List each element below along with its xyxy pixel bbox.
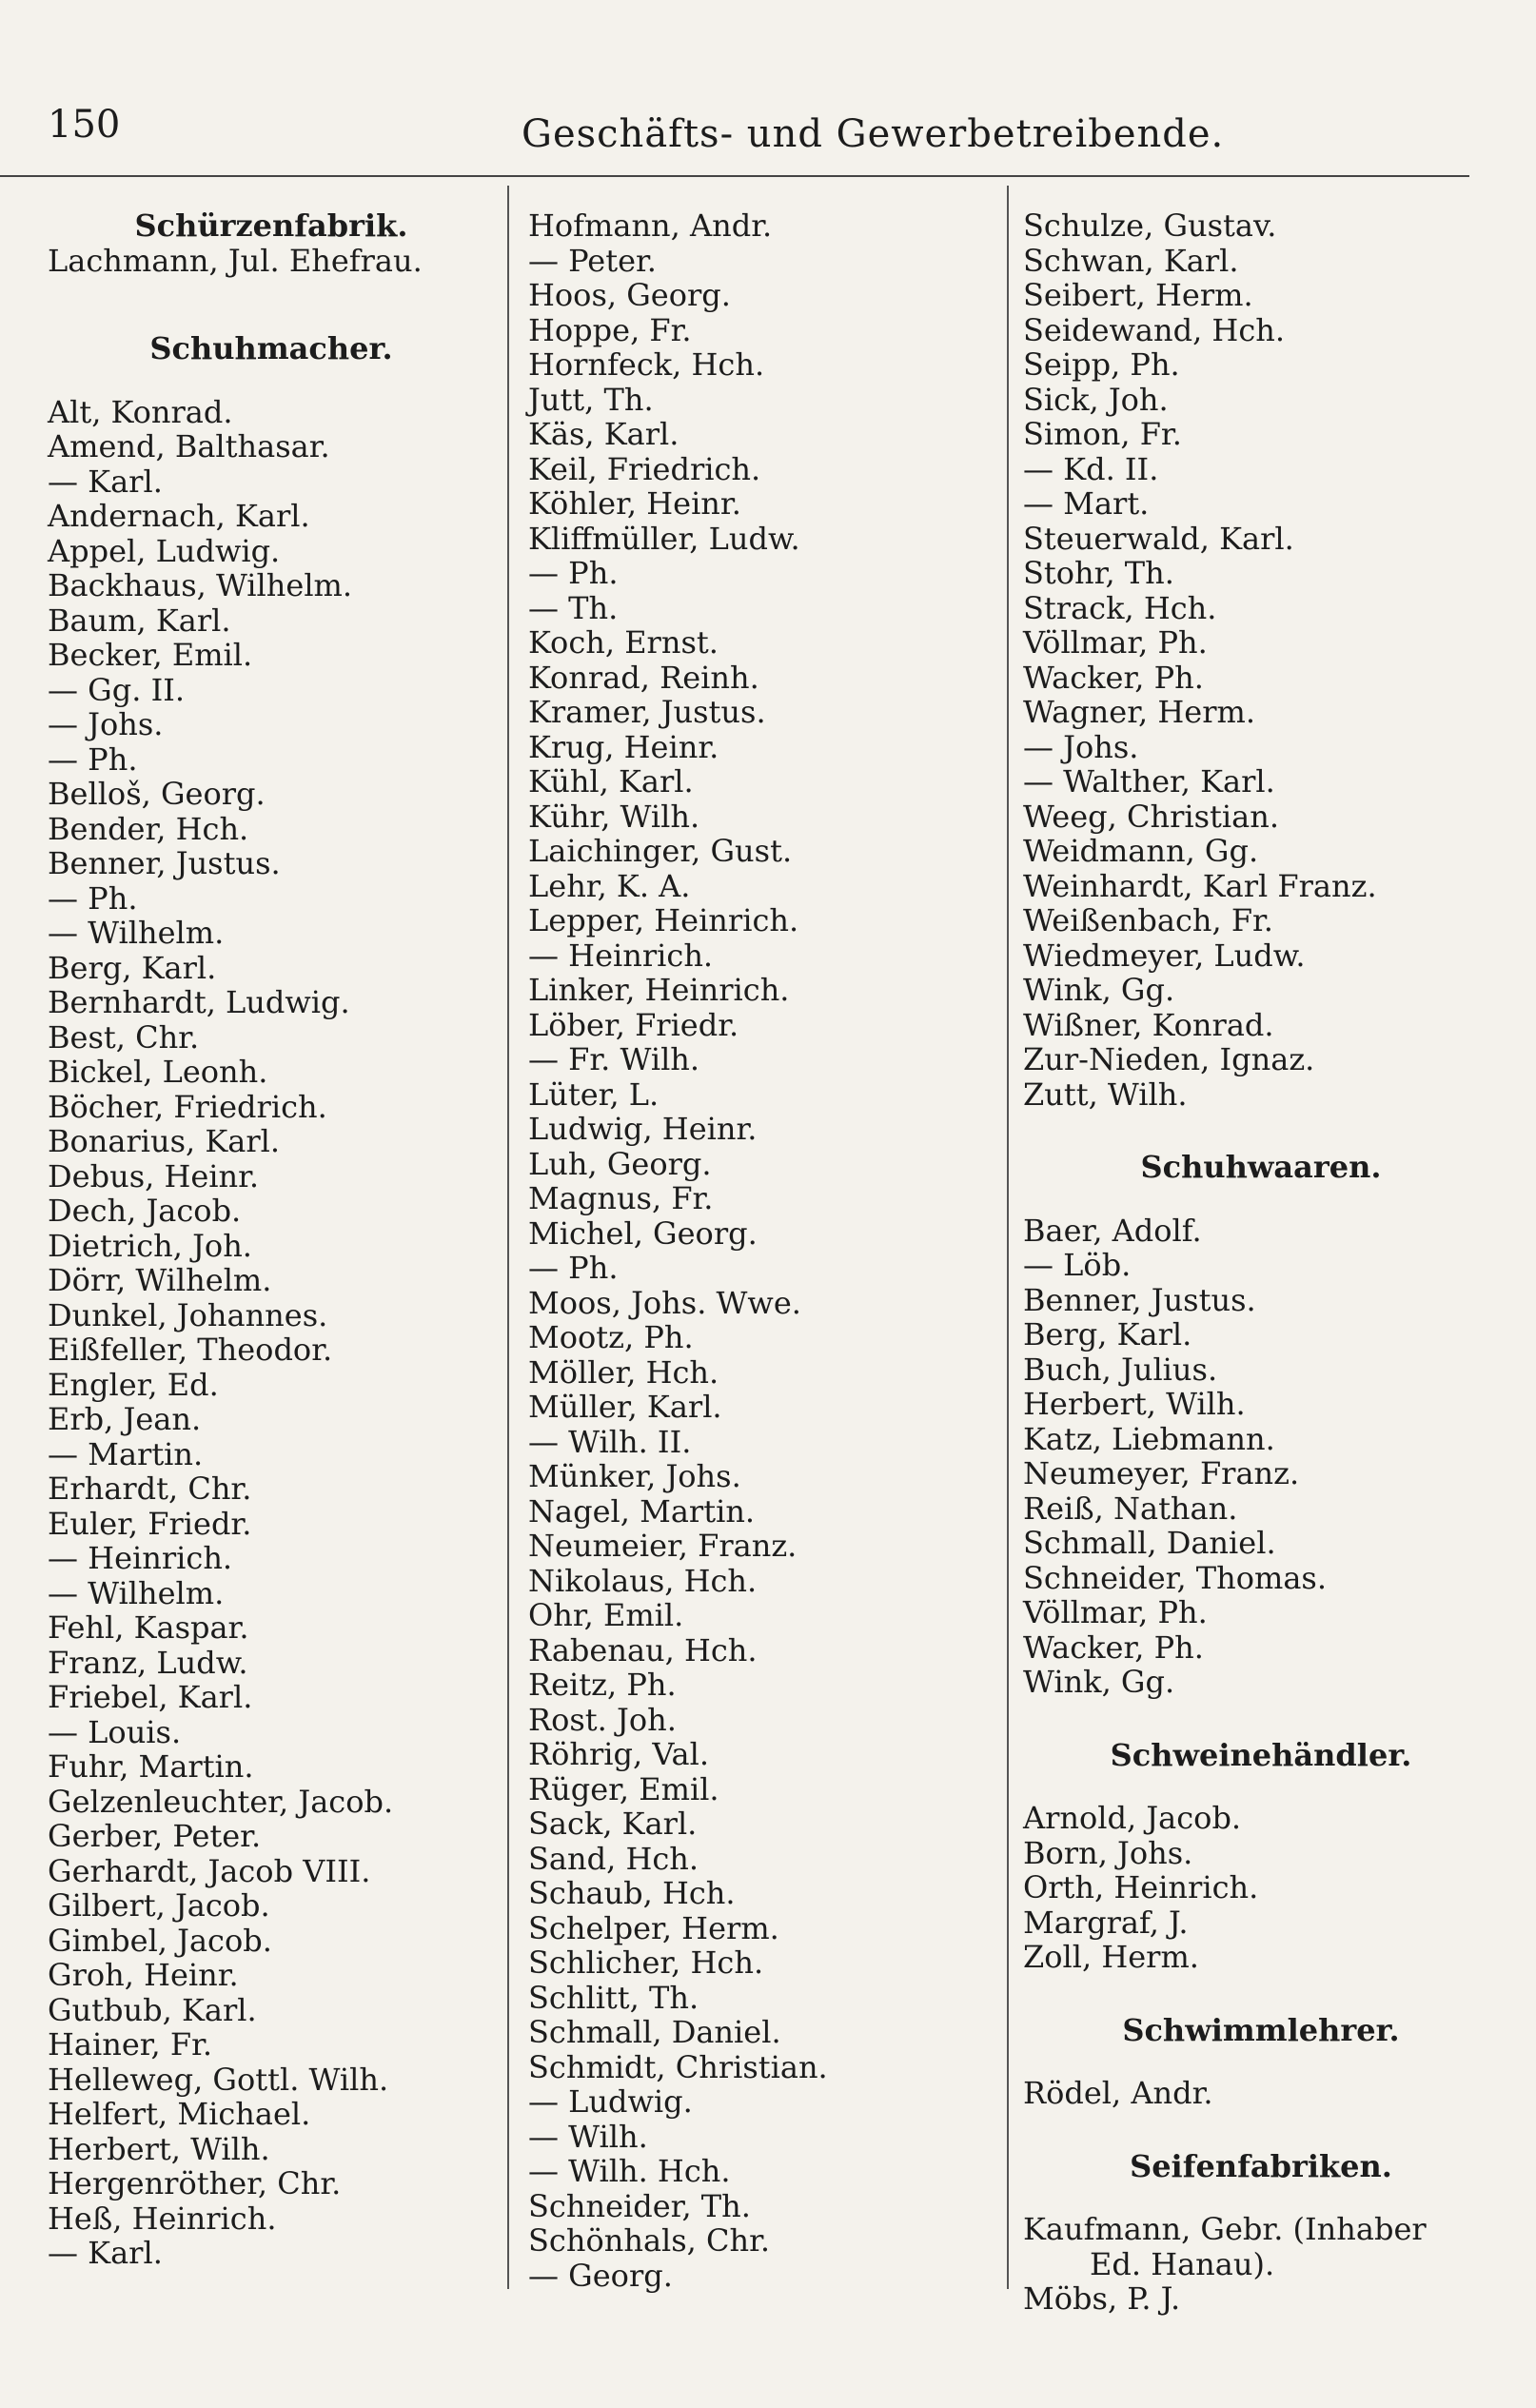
directory-entry: Schulze, Gustav.: [1023, 207, 1277, 244]
directory-entry: Helleweg, Gottl. Wilh.: [48, 2061, 389, 2098]
section-schweinehaendler: [1023, 1738, 1499, 1975]
directory-entry: Rabenau, Hch.: [528, 1631, 758, 1668]
entry-list: [48, 395, 495, 2271]
directory-entry: Andernach, Karl.: [48, 498, 310, 534]
directory-entry: Hergenröther, Chr.: [48, 2165, 342, 2201]
directory-entry: Gutbub, Karl.: [48, 1991, 257, 2028]
entry-list: [1023, 1214, 1499, 1700]
directory-entry: — Louis.: [48, 1713, 182, 1750]
directory-entry: Hofmann, Andr.: [528, 207, 773, 244]
directory-entry: Rost. Joh.: [528, 1701, 677, 1738]
directory-entry: — Fr. Wilh.: [528, 1041, 700, 1077]
directory-entry: Stohr, Th.: [1023, 555, 1174, 591]
page-number: 150: [48, 103, 121, 147]
directory-entry: Völlmar, Ph.: [1023, 1594, 1208, 1630]
directory-entry: — Heinrich.: [48, 1540, 233, 1576]
directory-entry: Reiß, Nathan.: [1023, 1490, 1238, 1527]
directory-entry: Berg, Karl.: [1023, 1316, 1192, 1352]
directory-entry: — Johs.: [1023, 728, 1139, 765]
column-1: [48, 186, 495, 2271]
directory-entry: Fehl, Kaspar.: [48, 1609, 249, 1646]
directory-entry: Dietrich, Joh.: [48, 1227, 252, 1264]
directory-entry: Schmidt, Christian.: [528, 2048, 828, 2085]
directory-entry: Dunkel, Johannes.: [48, 1296, 328, 1333]
directory-entry: Wacker, Ph.: [1023, 659, 1204, 696]
directory-entry: Engler, Ed.: [48, 1366, 219, 1403]
directory-entry: Amend, Balthasar.: [48, 428, 330, 464]
directory-entry: Luh, Georg.: [528, 1145, 712, 1182]
directory-entry: Arnold, Jacob.: [1023, 1800, 1242, 1836]
directory-entry: Herbert, Wilh.: [1023, 1386, 1246, 1422]
section-heading: Schuhwaaren.: [1140, 1149, 1382, 1185]
directory-entry: Baum, Karl.: [48, 602, 231, 639]
directory-entry: Euler, Friedr.: [48, 1505, 252, 1542]
section-heading: Schweinehändler.: [1110, 1736, 1412, 1773]
directory-entry: Laichinger, Gust.: [528, 833, 793, 869]
directory-entry: Kühr, Wilh.: [528, 798, 700, 835]
directory-entry: Backhaus, Wilhelm.: [48, 567, 353, 603]
directory-entry: Zoll, Herm.: [1023, 1939, 1199, 1975]
directory-entry: Hainer, Fr.: [48, 2026, 213, 2063]
column-3: [1023, 186, 1499, 2317]
directory-entry: Reitz, Ph.: [528, 1667, 677, 1703]
directory-entry: Müller, Karl.: [528, 1389, 722, 1425]
column-2: [528, 186, 1004, 2293]
directory-entry: Gelzenleuchter, Jacob.: [48, 1783, 394, 1820]
directory-entry: Sand, Hch.: [528, 1840, 699, 1877]
column-divider: [507, 186, 509, 2289]
directory-entry: Rüger, Emil.: [528, 1770, 719, 1807]
directory-entry: Kaufmann, Gebr. (Inhaber: [1023, 2211, 1427, 2247]
directory-entry: Simon, Fr.: [1023, 416, 1182, 452]
directory-entry: Herbert, Wilh.: [48, 2130, 270, 2167]
directory-entry: Ludwig, Heinr.: [528, 1111, 758, 1147]
directory-entry: — Georg.: [528, 2257, 673, 2294]
directory-entry: — Karl.: [48, 463, 163, 500]
directory-entry: — Wilhelm.: [48, 1574, 225, 1611]
directory-entry: Dörr, Wilhelm.: [48, 1262, 272, 1298]
directory-entry: Röhrig, Val.: [528, 1736, 709, 1772]
directory-entry: Nagel, Martin.: [528, 1492, 756, 1530]
directory-entry: Münker, Johs.: [528, 1458, 741, 1494]
directory-entry: — Ph.: [528, 555, 619, 591]
directory-entry: Zutt, Wilh.: [1023, 1076, 1188, 1113]
directory-entry: Ed. Hanau).: [1090, 2245, 1275, 2282]
directory-entry: — Ph.: [48, 879, 138, 917]
section-schuerzenfabrik: [48, 186, 495, 278]
directory-entry: Sack, Karl.: [528, 1806, 698, 1842]
entry-list: [528, 208, 1004, 2293]
directory-entry: Konrad, Reinh.: [528, 659, 759, 696]
directory-entry: Lehr, K. A.: [528, 867, 691, 904]
directory-entry: Benner, Justus.: [1023, 1281, 1256, 1318]
directory-entry: — Wilh. Hch.: [528, 2153, 731, 2189]
directory-entry: Steuerwald, Karl.: [1023, 520, 1294, 557]
running-title: Geschäfts- und Gewerbetreibende.: [522, 112, 1225, 156]
directory-entry: Strack, Hch.: [1023, 589, 1217, 626]
directory-entry: Hoppe, Fr.: [528, 311, 692, 348]
directory-entry: Koch, Ernst.: [528, 624, 719, 661]
directory-entry: Nikolaus, Hch.: [528, 1562, 758, 1599]
directory-entry: Bender, Hch.: [48, 810, 249, 847]
directory-entry: Schwan, Karl.: [1023, 242, 1239, 279]
directory-entry: Gerhardt, Jacob VIII.: [48, 1852, 371, 1889]
directory-entry: — Peter.: [528, 242, 657, 279]
directory-entry: — Wilh. II.: [528, 1423, 692, 1460]
directory-entry: Möller, Hch.: [528, 1353, 719, 1391]
directory-entry: Margraf, J.: [1023, 1904, 1189, 1941]
directory-entry: Kliffmüller, Ludw.: [528, 520, 800, 557]
directory-entry: Sick, Joh.: [1023, 381, 1169, 418]
directory-entry: Magnus, Fr.: [528, 1180, 714, 1216]
directory-entry: Helfert, Michael.: [48, 2096, 311, 2132]
directory-entry: Gilbert, Jacob.: [48, 1887, 270, 1924]
directory-entry: — Walther, Karl.: [1023, 763, 1275, 799]
directory-entry: Kühl, Karl.: [528, 763, 694, 799]
directory-entry: Franz, Ludw.: [48, 1644, 248, 1681]
entry-list: [1023, 2076, 1499, 2111]
entry-list: [1023, 208, 1499, 1112]
directory-entry: Belloš, Georg.: [48, 776, 266, 812]
directory-entry: Buch, Julius.: [1023, 1351, 1218, 1388]
directory-entry: Alt, Konrad.: [48, 393, 233, 430]
directory-entry: Wacker, Ph.: [1023, 1628, 1204, 1666]
directory-entry: Böcher, Friedrich.: [48, 1088, 327, 1125]
directory-entry: Berg, Karl.: [48, 949, 217, 986]
directory-entry: Seidewand, Hch.: [1023, 311, 1286, 348]
directory-entry: Bernhardt, Ludwig.: [48, 984, 350, 1020]
directory-entry: Ohr, Emil.: [528, 1597, 684, 1633]
directory-entry: Wagner, Herm.: [1023, 694, 1255, 730]
directory-entry: Seibert, Herm.: [1023, 277, 1253, 313]
directory-entry: Zur-Nieden, Ignaz.: [1023, 1041, 1315, 1077]
section-schuhwaaren: [1023, 1150, 1499, 1700]
directory-entry: Linker, Heinrich.: [528, 972, 790, 1008]
directory-entry: Lepper, Heinrich.: [528, 902, 799, 938]
section-schuhmacher-continued: [1023, 186, 1499, 1112]
directory-entry: Orth, Heinrich.: [1023, 1869, 1259, 1905]
directory-entry: — Karl.: [48, 2235, 163, 2271]
directory-entry: Gerber, Peter.: [48, 1818, 262, 1854]
directory-entry: Gimbel, Jacob.: [48, 1922, 272, 1959]
column-divider: [1007, 186, 1009, 2289]
section-heading: Schürzenfabrik.: [134, 207, 408, 244]
directory-entry: Schmall, Daniel.: [1023, 1525, 1276, 1561]
directory-entry: — Löb.: [1023, 1247, 1132, 1283]
directory-entry: Wink, Gg.: [1023, 1664, 1175, 1700]
directory-entry: — Martin.: [48, 1435, 204, 1472]
directory-entry: Bonarius, Karl.: [48, 1123, 281, 1159]
directory-entry: Wink, Gg.: [1023, 972, 1175, 1008]
directory-entry: Seipp, Ph.: [1023, 346, 1180, 383]
directory-entry: — Heinrich.: [528, 937, 714, 974]
directory-entry: — Th.: [528, 589, 619, 626]
directory-entry: Eißfeller, Theodor.: [48, 1332, 333, 1368]
directory-entry: Weinhardt, Karl Franz.: [1023, 867, 1377, 904]
directory-entry: Hoos, Georg.: [528, 277, 731, 313]
directory-entry: Becker, Emil.: [48, 637, 253, 673]
directory-entry: Käs, Karl.: [528, 416, 679, 452]
directory-entry: Hornfeck, Hch.: [528, 346, 765, 383]
directory-entry: — Wilh.: [528, 2118, 648, 2155]
directory-entry: Baer, Adolf.: [1023, 1212, 1202, 1249]
directory-entry: Völlmar, Ph.: [1023, 624, 1208, 661]
directory-entry: Born, Johs.: [1023, 1834, 1193, 1871]
section-heading: Seifenfabriken.: [1130, 2147, 1392, 2184]
directory-entry: Friebel, Karl.: [48, 1679, 253, 1715]
directory-entry: Schelper, Herm.: [528, 1909, 779, 1946]
directory-entry: Katz, Liebmann.: [1023, 1420, 1275, 1457]
directory-entry: Krug, Heinr.: [528, 728, 719, 765]
directory-entry: Dech, Jacob.: [48, 1193, 242, 1229]
directory-entry: Weeg, Christian.: [1023, 798, 1279, 835]
directory-entry: Neumeyer, Franz.: [1023, 1455, 1300, 1491]
section-schuhmacher-continued: [528, 186, 1004, 2293]
directory-entry: Erb, Jean.: [48, 1401, 202, 1437]
entry-list: [1023, 2212, 1499, 2317]
directory-entry: Möbs, P. J.: [1023, 2280, 1181, 2317]
directory-entry: — Johs.: [48, 706, 164, 742]
directory-entry: Schlitt, Th.: [528, 1979, 699, 2016]
directory-entry: Mootz, Ph.: [528, 1319, 694, 1355]
directory-entry: Keil, Friedrich.: [528, 450, 761, 487]
directory-entry: Erhardt, Chr.: [48, 1470, 252, 1507]
directory-entry: Weißenbach, Fr.: [1023, 902, 1273, 938]
directory-entry: Wißner, Konrad.: [1023, 1006, 1274, 1043]
directory-entry: Köhler, Heinr.: [528, 485, 741, 522]
directory-entry: Schaub, Hch.: [528, 1875, 736, 1911]
directory-entry: — Wilhelm.: [48, 915, 225, 951]
directory-entry: Neumeier, Franz.: [528, 1528, 798, 1564]
section-heading: Schwimmlehrer.: [1122, 2011, 1400, 2048]
directory-entry: — Ludwig.: [528, 2083, 693, 2120]
directory-entry: Groh, Heinr.: [48, 1957, 239, 1993]
directory-entry: Schönhals, Chr.: [528, 2222, 771, 2259]
directory-entry: — Gg. II.: [48, 671, 186, 708]
directory-entry: Rödel, Andr.: [1023, 2075, 1213, 2111]
directory-entry: Best, Chr.: [48, 1018, 200, 1056]
directory-entry: — Mart.: [1023, 485, 1150, 522]
section-schuhmacher: [48, 331, 495, 2271]
directory-entry: — Ph.: [528, 1250, 619, 1286]
directory-entry: — Ph.: [48, 740, 138, 778]
directory-entry: Bickel, Leonh.: [48, 1054, 268, 1090]
directory-entry: Schneider, Thomas.: [1023, 1559, 1328, 1596]
directory-entry: Schmall, Daniel.: [528, 2014, 781, 2050]
directory-entry: Jutt, Th.: [528, 381, 654, 418]
directory-entry: — Kd. II.: [1023, 450, 1159, 487]
entry-list: [1023, 1801, 1499, 1975]
directory-entry: Debus, Heinr.: [48, 1157, 260, 1194]
directory-entry: Fuhr, Martin.: [48, 1748, 254, 1785]
directory-entry: Lachmann, Jul. Ehefrau.: [48, 242, 423, 279]
directory-entry: Michel, Georg.: [528, 1214, 758, 1252]
section-heading: Schuhmacher.: [149, 330, 393, 366]
directory-entry: Kramer, Justus.: [528, 694, 766, 730]
directory-entry: Schneider, Th.: [528, 2187, 751, 2224]
header-rule: [0, 175, 1469, 177]
directory-entry: Appel, Ludwig.: [48, 532, 281, 569]
directory-entry: Benner, Justus.: [48, 845, 281, 881]
directory-entry: Moos, Johs. Wwe.: [528, 1284, 801, 1321]
directory-entry: Weidmann, Gg.: [1023, 833, 1259, 869]
directory-entry: Wiedmeyer, Ludw.: [1023, 937, 1306, 974]
section-seifenfabriken: [1023, 2149, 1499, 2317]
section-schwimmlehrer: [1023, 2013, 1499, 2111]
directory-entry: Heß, Heinrich.: [48, 2200, 277, 2237]
directory-entry: Lüter, L.: [528, 1076, 660, 1113]
directory-entry: Schlicher, Hch.: [528, 1944, 764, 1981]
directory-entry: Löber, Friedr.: [528, 1006, 739, 1043]
